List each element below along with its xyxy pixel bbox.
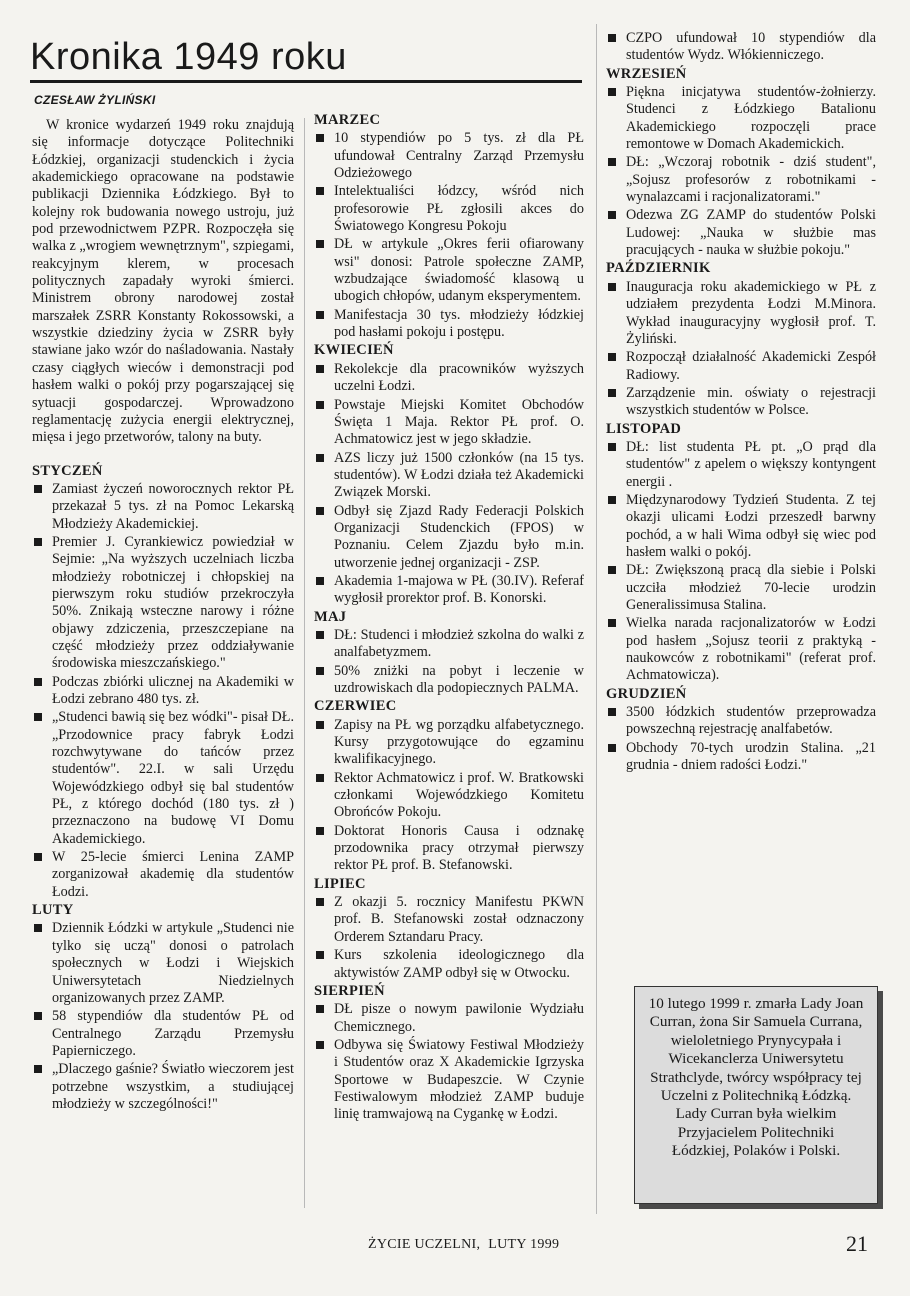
page-footer — [368, 1237, 559, 1253]
month-section-sierpien — [314, 983, 584, 1124]
chronicle-item: Manifestacja 30 tys. młodzieży łódzkiej pod hasłami pokoju i postępu. — [314, 307, 584, 342]
chronicle-item: DŁ: list studenta PŁ pt. „O prąd dla studentów" z apelem o większy kontyngent energii . — [606, 439, 876, 491]
month-section-listopad — [606, 421, 876, 685]
article-author: CZESŁAW ŻYLIŃSKI — [34, 93, 156, 107]
chronicle-item: 3500 łódzkich studentów przeprowadza powszechną rejestrację analfabetów. — [606, 704, 876, 739]
month-section-lipiec — [314, 876, 584, 982]
title-rule — [30, 80, 582, 83]
chronicle-item: Intelektualiści łódzcy, wśród nich profesorowie PŁ zgłosili akces do Światowego Kongresu Pokoju — [314, 183, 584, 235]
column-divider — [304, 118, 305, 1208]
issue-date: LUTY 1999 — [488, 1237, 560, 1252]
month-section-pazdziernik — [606, 260, 876, 419]
chronicle-item: DŁ: Zwiększoną pracą dla siebie i Polski uczciła młodzież 70-lecie urodzin Generalissimusa Stalina. — [606, 562, 876, 614]
chronicle-item: Z okazji 5. rocznicy Manifestu PKWN prof. B. Stefanowski został odznaczony Orderem Sztandaru Pracy. — [314, 894, 584, 946]
month-heading: PAŹDZIERNIK — [606, 260, 711, 277]
chronicle-item: Wielka narada racjonalizatorów w Łodzi pod hasłem „Sojusz teorii z praktyką - naukowców z robotnikami" (referat prof. Achmatowicza). — [606, 615, 876, 684]
chronicle-item: Zamiast życzeń noworocznych rektor PŁ przekazał 5 tys. zł na Pomoc Lekarską Młodzieży Akademickiej. — [32, 481, 294, 533]
chronicle-item: W 25-lecie śmierci Lenina ZAMP zorganizował akademię dla studentów Łodzi. — [32, 849, 294, 901]
chronicle-item: Kurs szkolenia ideologicznego dla aktywistów ZAMP odbył się w Otwocku. — [314, 947, 584, 982]
month-section-marzec — [314, 112, 584, 341]
chronicle-item: Powstaje Miejski Komitet Obchodów Święta 1 Maja. Rektor PŁ prof. O. Achmatowicz jest w jego składzie. — [314, 397, 584, 449]
chronicle-item: AZS liczy już 1500 członków (na 15 tys. studentów). W Łodzi działa też Akademicki Związek Morski. — [314, 450, 584, 502]
chronicle-item: „Studenci bawią się bez wódki"- pisał DŁ. „Przodownice pracy fabryk Łodzi rozchwytywane do tańców przez studentów". 22.I. w sali Urzędu Wojewódzkiego odbył się bal studentów PŁ, z którego dochód (180 tys. zł ) przeznaczono na budowę VI Domu Akademickiego. — [32, 709, 294, 848]
month-heading: MAJ — [314, 608, 347, 625]
chronicle-item: Podczas zbiórki ulicznej na Akademiki w Łodzi zebrano 480 tys. zł. — [32, 674, 294, 709]
month-section-maj — [314, 609, 584, 698]
chronicle-item: Rekolekcje dla pracowników wyższych uczelni Łodzi. — [314, 361, 584, 396]
chronicle-item: Dziennik Łódzki w artykule „Studenci nie tylko się uczą" donosi o patrolach społecznych w Łodzi i Wiejskich Uniwersytetach Niedzielnych organizowanych przez ZAMP. — [32, 920, 294, 1007]
chronicle-item: Międzynarodowy Tydzień Studenta. Z tej okazji ulicami Łodzi przeszedł barwny pochód, a w hali Wima odbył się wiec pod hasłem walki o pokój. — [606, 492, 876, 561]
chronicle-item: Doktorat Honoris Causa i odznakę przodownika pracy otrzymał pierwszy rektor PŁ prof. B. Stefanowski. — [314, 823, 584, 875]
chronicle-item: Zapisy na PŁ wg porządku alfabetycznego. Kursy przygotowujące do egzaminu kwalifikacyjnego. — [314, 717, 584, 769]
chronicle-item: 50% zniżki na pobyt i leczenie w uzdrowiskach dla podopiecznych PALMA. — [314, 663, 584, 698]
chronicle-item: CZPO ufundował 10 stypendiów dla studentów Wydz. Włókienniczego. — [606, 30, 876, 65]
month-heading: LUTY — [32, 902, 74, 919]
month-heading: KWIECIEŃ — [314, 342, 394, 359]
column-2 — [314, 112, 584, 1125]
article-title: Kronika 1949 roku — [30, 36, 347, 78]
chronicle-item: DŁ: Studenci i młodzież szkolna do walki z analfabetyzmem. — [314, 627, 584, 662]
month-heading: WRZESIEŃ — [606, 65, 687, 82]
chronicle-item: Rektor Achmatowicz i prof. W. Bratkowski członkami Wojewódzkiego Komitetu Obrońców Pokoju. — [314, 770, 584, 822]
month-section-styczen — [32, 463, 294, 902]
chronicle-item: Piękna inicjatywa studentów-żołnierzy. Studenci z Łódzkiego Batalionu Akademickiego rozpoczęli prace remontowe w Domach Akademickich. — [606, 84, 876, 153]
obituary-notice-box — [634, 986, 878, 1204]
page-number: 21 — [846, 1231, 868, 1256]
column-3 — [606, 30, 876, 775]
chronicle-item: 58 stypendiów dla studentów PŁ od Centralnego Zarządu Przemysłu Papierniczego. — [32, 1008, 294, 1060]
month-section-grudzien — [606, 686, 876, 775]
month-heading: LISTOPAD — [606, 420, 682, 437]
chronicle-item: Obchody 70-tych urodzin Stalina. „21 grudnia - dniem radości Łodzi." — [606, 740, 876, 775]
month-section-luty — [32, 902, 294, 1113]
chronicle-item: Akademia 1-majowa w PŁ (30.IV). Referaf wygłosił prorektor prof. B. Konorski. — [314, 573, 584, 608]
month-heading: SIERPIEŃ — [314, 982, 385, 999]
chronicle-item: Zarządzenie min. oświaty o rejestracji wszystkich studentów w Polsce. — [606, 385, 876, 420]
month-heading: GRUDZIEŃ — [606, 685, 687, 702]
obituary-notice-text: 10 lutego 1999 r. zmarła Lady Joan Curran, żona Sir Samuela Currana, wieloletniego Prynycypała i Wicekanclerza Uniwersytetu Strathclyde, twórcy współpracy tej Uczelni z Politechniką Łódzką. Lady Curran była wielkim Przyjacielem Politechniki Łódzkiej, Polaków i Polski. — [648, 995, 864, 1160]
chronicle-item: DŁ: „Wczoraj robotnik - dziś student", „Sojusz profesorów z robotnikami -wynalazcami i racjonalizatorami." — [606, 154, 876, 206]
chronicle-item: Rozpoczął działalność Akademicki Zespół Radiowy. — [606, 349, 876, 384]
month-heading: CZERWIEC — [314, 698, 397, 715]
chronicle-item: Premier J. Cyrankiewicz powiedział w Sejmie: „Na wyższych uczelniach liczba młodzieży robotniczej i chłopskiej na pierwszym roku studiów przekroczyła 50%. Znikają wsteczne narowy i różne objawy zdziczenia, przeszczepiane na część młodzieży przez oddziaływanie środowiska mieszczańskiego." — [32, 534, 294, 673]
column-1 — [32, 117, 294, 1114]
month-heading: STYCZEŃ — [32, 462, 103, 479]
month-heading: MARZEC — [314, 112, 381, 128]
chronicle-item: 10 stypendiów po 5 tys. zł dla PŁ ufundował Centralny Zarząd Przemysłu Odzieżowego — [314, 130, 584, 182]
column-divider — [596, 24, 597, 1214]
month-section-kwiecien — [314, 342, 584, 607]
month-heading: LIPIEC — [314, 875, 366, 892]
chronicle-item: DŁ w artykule „Okres ferii ofiarowany wsi" donosi: Patrole społeczne ZAMP, wzbudzające świadomość klasową u ubogich chłopów, udanym eksperymentem. — [314, 236, 584, 305]
chronicle-item: Inauguracja roku akademickiego w PŁ z udziałem prezydenta Łodzi M.Minora. Wykład inauguracyjny wygłosił prof. T. Żyliński. — [606, 279, 876, 348]
chronicle-item: Odbywa się Światowy Festiwal Młodzieży i Studentów oraz X Akademickie Igrzyska Sportowe w Budapeszcie. W Czynie Festiwalowym młodzież ZAMP buduje linię tramwajową na Cygankę w Łodzi. — [314, 1037, 584, 1124]
chronicle-item: „Dlaczego gaśnie? Światło wieczorem jest potrzebne wszystkim, a studiującej młodzieży w szczególności!" — [32, 1061, 294, 1113]
month-section-wrzesien — [606, 66, 876, 260]
chronicle-item: DŁ pisze o nowym pawilonie Wydziału Chemicznego. — [314, 1001, 584, 1036]
chronicle-item: Odbył się Zjazd Rady Federacji Polskich Organizacji Studenckich (FPOS) w Poznaniu. Celem Zjazdu było m.in. utworzenie jednej organizacji - ZSP. — [314, 503, 584, 572]
publication-name: ŻYCIE UCZELNI, — [368, 1237, 481, 1252]
chronicle-item: Odezwa ZG ZAMP do studentów Polski Ludowej: „Nauka w służbie mas pracujących - nauka w służbie pokoju." — [606, 207, 876, 259]
month-section-czerwiec — [314, 698, 584, 874]
intro-paragraph: W kronice wydarzeń 1949 roku znajdują się informacje dotyczące Politechniki Łódzkiej, organizacji studenckich i życia akademickiego opracowane na podstawie publikacji Dziennika Łódzkiego. Był to kolejny rok budowania nowego ustroju, już pod przewodnictwem PZPR. Rozpoczęła się walka z „wrogiem wewnętrznym", szpiegami, reakcyjnym klerem, w procesach politycznych zapadały wyroki śmierci. Ministrem obrony narodowej został marszałek ZSRR Konstanty Rokossowski, a wszystkie dziedziny życia w ZSRR były stawiane jako wzór do naśladowania. Nastały czasy ciągłych wieców i demonstracji pod hasłem walki o pokój przy pogarszającej się sytuacji gospodarczej. Wprowadzono reglamentację zużycia energii elektrycznej, mięsa i jego przetworów, talony na buty. — [32, 117, 294, 446]
